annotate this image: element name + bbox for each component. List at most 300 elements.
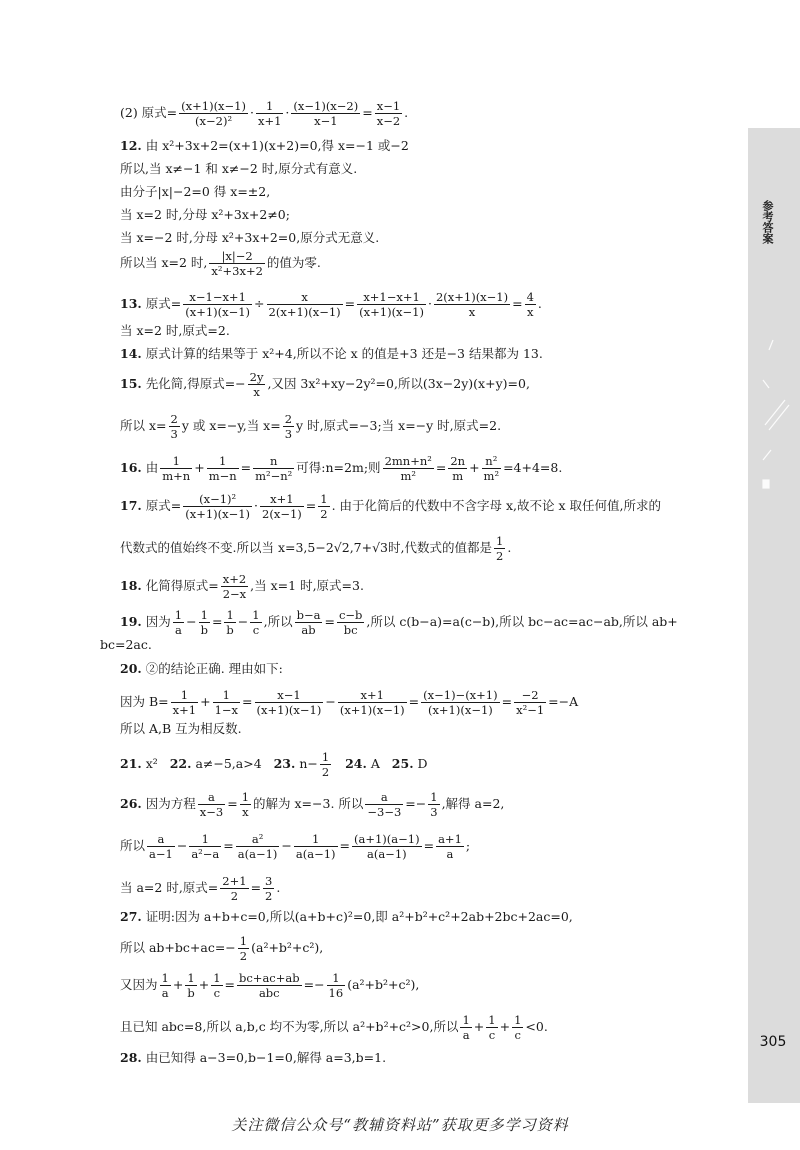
fraction (183, 290, 252, 319)
text: 可得:n=2m;则 (296, 460, 381, 475)
denominator: (x+1)(x−1) (185, 507, 251, 521)
text: 当 x=−2 时,分母 x²+3x+2=0,原分式无意义. (120, 230, 380, 245)
denominator: c (252, 623, 260, 637)
q27-line-4 (120, 1013, 548, 1042)
fraction (189, 832, 221, 861)
denominator: (x−2)² (195, 114, 233, 128)
denominator: a(a−1) (295, 847, 336, 861)
fraction (248, 370, 266, 399)
text: 证明:因为 a+b+c=0,所以(a+b+c)²=0,即 a²+b²+c²+2ab+2bc+2ac=0, (145, 909, 573, 924)
fraction (147, 832, 175, 861)
fraction (375, 99, 402, 128)
denominator: b (187, 986, 195, 1000)
numerator: 1 (252, 608, 260, 622)
denominator: a(a−1) (237, 847, 278, 861)
numerator: 1 (213, 688, 240, 703)
denominator: 2 (230, 889, 239, 903)
q26-line-3 (120, 874, 280, 903)
text: ; (465, 838, 471, 853)
fraction (256, 99, 283, 128)
fraction (482, 454, 502, 483)
q13-line-1 (120, 290, 542, 319)
numerator: 1 (327, 971, 346, 986)
question-number: 13. (120, 296, 142, 311)
fraction (338, 688, 407, 717)
q12-line-6 (120, 249, 321, 278)
denominator: m−n (208, 469, 237, 483)
text: bc=2ac. (100, 637, 152, 652)
text: 当 x=2 时,原式=2. (120, 323, 230, 338)
fraction (421, 688, 499, 717)
text: + (469, 460, 480, 475)
text: ,所以 (263, 614, 293, 629)
numerator: 1 (241, 790, 250, 804)
numerator: x+1 (338, 688, 407, 703)
numerator: 1 (189, 832, 221, 847)
denominator: (x+1)(x−1) (427, 703, 493, 717)
denominator: 3 (284, 427, 293, 441)
text: ,又因 3x²+xy−2y²=0,所以(3x−2y)(x+y)=0, (267, 376, 530, 391)
question-number: 26. (120, 796, 142, 811)
text: 所以当 x=2 时, (120, 255, 208, 270)
numerator: 1 (321, 750, 330, 764)
fraction (320, 750, 331, 779)
fraction (260, 492, 304, 521)
fraction (238, 934, 249, 963)
numerator: 1 (160, 454, 192, 469)
text: 原式= (145, 498, 182, 513)
text: 由 x²+3x+2=(x+1)(x+2)=0,得 x=−1 或−2 (145, 138, 409, 153)
numerator: a (198, 790, 225, 805)
numerator: 1 (161, 971, 169, 985)
numerator: x (267, 290, 343, 305)
text: 代数式的值始终不变.所以当 x=3,5−2√2,7+√3时,代数式的值都是 (120, 540, 492, 555)
text: = (242, 694, 253, 709)
q28-line (120, 1049, 386, 1067)
numerator: x+2 (222, 572, 247, 586)
denominator: m² (400, 469, 416, 483)
q15-line-1 (120, 370, 530, 399)
numerator: x+1 (260, 492, 304, 507)
q17-line-1 (120, 492, 661, 521)
text: 先化简,得原式=− (145, 376, 246, 391)
q20-line-2 (120, 688, 578, 717)
fraction (185, 971, 196, 1000)
numerator: 2mn+n² (384, 454, 432, 468)
text: x² (145, 756, 158, 771)
text: · (254, 498, 259, 513)
numerator: b−a (296, 608, 321, 622)
q18-line (120, 572, 364, 601)
text: − (186, 614, 197, 629)
text: = (339, 838, 351, 853)
text: = (240, 460, 252, 475)
numerator: x−1−x+1 (183, 290, 252, 305)
numerator: 2y (249, 370, 264, 384)
denominator: 2 (239, 949, 248, 963)
fraction (240, 790, 251, 819)
fraction (448, 454, 467, 483)
denominator: x−3 (199, 805, 224, 819)
text: ②的结论正确. 理由如下: (145, 661, 283, 676)
numerator: 1 (514, 1013, 522, 1027)
q20-line-3 (120, 720, 242, 738)
denominator: c (213, 986, 221, 1000)
fraction (179, 99, 248, 128)
text: y 时,原式=−3;当 x=−y 时,原式=2. (296, 418, 502, 433)
text: + (499, 1019, 511, 1034)
text: (a²+b²+c²), (347, 977, 420, 992)
numerator: (x−1)² (183, 492, 252, 507)
fraction (512, 1013, 523, 1042)
q13-line-2 (120, 322, 230, 340)
text: 当 x=2 时,分母 x²+3x+2≠0; (120, 207, 290, 222)
q26-line-2 (120, 832, 470, 861)
fraction (169, 412, 180, 441)
fraction (263, 874, 274, 903)
text: 的解为 x=−3. 所以 (253, 796, 364, 811)
denominator: m²−n² (255, 469, 293, 483)
text: 原式= (145, 296, 182, 311)
text: · (285, 105, 290, 120)
denominator: c (514, 1028, 521, 1042)
numerator: a (365, 790, 403, 805)
numerator: 2 (284, 412, 293, 426)
text: =− (405, 796, 427, 811)
denominator: 2 (496, 549, 504, 563)
text: − (176, 838, 188, 853)
numerator: 4 (526, 290, 534, 304)
text: = (344, 296, 356, 311)
text: = (501, 694, 513, 709)
numerator: n² (482, 454, 502, 469)
side-label: 参考答案 (761, 200, 774, 244)
q20-line-1 (120, 660, 283, 678)
numerator: 1 (294, 832, 338, 847)
denominator: c (488, 1028, 496, 1042)
text: ,当 x=1 时,原式=3. (250, 578, 364, 593)
numerator: c−b (338, 608, 363, 622)
text: = (223, 838, 234, 853)
text: <0. (525, 1019, 548, 1034)
denominator: (x+1)(x−1) (359, 305, 424, 319)
numerator: 1 (174, 608, 183, 622)
text: 所以 (120, 838, 146, 853)
question-number: 28. (120, 1050, 142, 1065)
fraction (295, 608, 323, 637)
fraction (207, 454, 239, 483)
denominator: x²−1 (516, 703, 545, 717)
text: 所以 x= (120, 418, 167, 433)
fraction (357, 290, 426, 319)
numerator: 2+1 (222, 874, 247, 888)
text: − (237, 614, 249, 629)
fraction (267, 290, 343, 319)
numerator: 1 (496, 534, 504, 548)
denominator: 3 (430, 805, 438, 819)
fraction (211, 971, 222, 1000)
numerator: n (253, 454, 294, 469)
fraction (436, 832, 464, 861)
text: =− (303, 977, 325, 992)
q26-line-1 (120, 790, 504, 819)
denominator: a²−a (191, 847, 220, 861)
numerator: (a+1)(a−1) (354, 832, 420, 846)
denominator: x²+3x+2 (211, 264, 263, 278)
denominator: abc (258, 986, 280, 1000)
text: 又因为 (120, 977, 158, 992)
text: 且已知 abc=8,所以 a,b,c 均不为零,所以 a²+b²+c²>0,所以 (120, 1019, 459, 1034)
text: = (250, 880, 262, 895)
numerator: (x−1)−(x+1) (423, 688, 498, 702)
text: − (325, 694, 336, 709)
numerator: |x|−2 (209, 249, 265, 264)
fraction (224, 608, 235, 637)
numerator: 1 (488, 1013, 496, 1027)
numerator: x−1 (376, 99, 401, 113)
question-number: 20. (120, 661, 142, 676)
numerator: 1 (239, 934, 248, 948)
text: = (324, 614, 335, 629)
text: + (172, 977, 184, 992)
fraction (337, 608, 364, 637)
fraction (173, 608, 184, 637)
numerator: 1 (185, 971, 196, 986)
denominator: b (226, 623, 234, 637)
question-number: 24. (345, 756, 367, 771)
numerator: 1 (224, 608, 235, 623)
text: (a²+b²+c²), (251, 940, 324, 955)
text: + (200, 694, 211, 709)
denominator: (x+1)(x−1) (185, 305, 251, 319)
text: =4+4=8. (503, 460, 563, 475)
text: . 由于化简后的代数中不含字母 x,故不论 x 取任何值,所求的 (331, 498, 661, 513)
denominator: a (462, 1028, 470, 1042)
denominator: x (242, 805, 249, 819)
fraction (383, 454, 434, 483)
denominator: 16 (328, 986, 344, 1000)
text: = (211, 614, 223, 629)
fraction (198, 790, 225, 819)
text: + (194, 460, 205, 475)
q12-line-5 (120, 229, 379, 247)
denominator: a (161, 986, 169, 1000)
denominator: x (468, 305, 476, 319)
fraction (428, 790, 439, 819)
numerator: (x−1)(x−2) (293, 99, 359, 113)
fraction (291, 99, 360, 128)
fraction (220, 874, 248, 903)
text: . (507, 540, 512, 555)
denominator: m (452, 469, 464, 483)
denominator: 3 (170, 427, 178, 441)
denominator: 2(x+1)(x−1) (268, 305, 341, 319)
denominator: 2 (320, 507, 328, 521)
q27-line-1 (120, 908, 573, 926)
question-number: 25. (391, 756, 414, 771)
line-11-2 (120, 99, 408, 128)
q16-line (120, 454, 562, 483)
text: 因为方程 (145, 796, 196, 811)
text: = (305, 498, 317, 513)
text: . (537, 296, 542, 311)
denominator: 2 (265, 889, 273, 903)
question-number: 17. (120, 498, 142, 513)
numerator: 2 (170, 412, 178, 426)
numerator: x−1 (255, 688, 324, 703)
text: 由分子|x|−2=0 得 x=±2, (120, 184, 271, 199)
numerator: −2 (514, 688, 546, 703)
page-number: 305 (759, 1034, 787, 1050)
fraction (160, 454, 192, 483)
text: 因为 (145, 614, 171, 629)
question-number: 14. (120, 346, 142, 361)
text: · (427, 296, 432, 311)
text: =−A (548, 694, 579, 709)
text: a≠−5,a>4 (195, 756, 262, 771)
question-number: 19. (120, 614, 142, 629)
fraction (236, 832, 280, 861)
text: 当 a=2 时,原式= (120, 880, 219, 895)
fraction (250, 608, 261, 637)
numerator: 1 (207, 454, 239, 469)
question-number: 16. (120, 460, 142, 475)
numerator: x+1−x+1 (357, 290, 426, 305)
footer-text: 关注微信公众号“教辅资料站”获取更多学习资料 (231, 1116, 569, 1134)
text: . (276, 880, 281, 895)
fraction (352, 832, 422, 861)
text: = (423, 838, 435, 853)
numerator: 2n (450, 454, 466, 468)
fraction (514, 688, 546, 717)
text: 由 (145, 460, 159, 475)
text: = (512, 296, 523, 311)
fraction (494, 534, 505, 563)
numerator: (x+1)(x−1) (181, 99, 246, 113)
fraction (434, 290, 510, 319)
denominator: bc (343, 623, 358, 637)
denominator: a−1 (149, 847, 173, 861)
question-number: 23. (273, 756, 296, 771)
denominator: x+1 (172, 703, 197, 717)
fraction (199, 608, 210, 637)
question-number: 27. (120, 909, 142, 924)
numerator: 2(x+1)(x−1) (435, 290, 509, 304)
question-number: 21. (120, 756, 142, 771)
numerator: 1 (320, 492, 328, 506)
denominator: a (446, 847, 454, 861)
denominator: x+1 (257, 114, 282, 128)
fraction (237, 971, 302, 1000)
text: ÷ (254, 296, 265, 311)
q15-line-2 (120, 412, 501, 441)
text: = (227, 796, 238, 811)
text: D (417, 756, 428, 771)
denominator: −3−3 (367, 805, 402, 819)
question-number: 22. (169, 756, 192, 771)
denominator: ab (301, 623, 316, 637)
numerator: 1 (462, 1013, 470, 1027)
q21-25-line (120, 750, 428, 779)
fraction (283, 412, 294, 441)
question-number: 12. (120, 138, 142, 153)
numerator: 1 (171, 688, 198, 703)
text: A (370, 756, 380, 771)
text: 的值为零. (266, 255, 321, 270)
numerator: 1 (213, 971, 221, 985)
text: + (473, 1019, 485, 1034)
denominator: x (527, 305, 534, 319)
q12-line-3 (120, 183, 270, 201)
denominator: 1−x (214, 703, 239, 717)
text: = (362, 105, 373, 120)
fraction (318, 492, 329, 521)
denominator: x−2 (376, 114, 401, 128)
numerator: 1 (430, 790, 438, 804)
fraction (221, 572, 248, 601)
denominator: x−1 (314, 114, 338, 128)
text: 所以,当 x≠−1 和 x≠−2 时,原分式有意义. (120, 161, 358, 176)
numerator: 1 (199, 608, 210, 623)
fraction (160, 971, 171, 1000)
fraction (365, 790, 403, 819)
q27-line-2 (120, 934, 323, 963)
fraction (327, 971, 346, 1000)
q17-line-2 (120, 534, 511, 563)
text: 所以 A,B 互为相反数. (120, 721, 242, 736)
q12-line-4 (120, 206, 290, 224)
text: y 或 x=−y,当 x= (181, 418, 281, 433)
numerator: a+1 (438, 832, 462, 846)
text: = (408, 694, 420, 709)
denominator: m+n (162, 469, 191, 483)
denominator: x (253, 385, 260, 399)
denominator: m² (483, 469, 500, 483)
fraction (294, 832, 338, 861)
text: n− (299, 756, 318, 771)
text: = (435, 460, 447, 475)
fraction (525, 290, 536, 319)
q12-line-1 (120, 137, 409, 155)
denominator: a(a−1) (366, 847, 407, 861)
denominator: 2 (321, 765, 330, 779)
fraction (460, 1013, 471, 1042)
q12-line-2 (120, 160, 357, 178)
text: · (249, 105, 254, 120)
text: ,解得 a=2, (441, 796, 505, 811)
text: = (224, 977, 235, 992)
denominator: 2−x (222, 587, 247, 601)
q27-line-3 (120, 971, 419, 1000)
text: ,所以 c(b−a)=a(c−b),所以 bc−ac=ac−ab,所以 ab+ (366, 614, 678, 629)
text: + (198, 977, 210, 992)
text: 所以 ab+bc+ac=− (120, 940, 236, 955)
text: (2) 原式= (120, 105, 178, 120)
fraction (183, 492, 252, 521)
denominator: (x+1)(x−1) (339, 703, 405, 717)
denominator: b (200, 623, 208, 637)
q19-line-1 (120, 608, 678, 637)
denominator: a (174, 623, 182, 637)
q14-line (120, 345, 543, 363)
numerator: 1 (256, 99, 283, 114)
numerator: a² (236, 832, 280, 847)
text: 由已知得 a−3=0,b−1=0,解得 a=3,b=1. (145, 1050, 387, 1065)
numerator: 3 (265, 874, 273, 888)
fraction (253, 454, 294, 483)
question-number: 18. (120, 578, 142, 593)
numerator: bc+ac+ab (239, 971, 300, 985)
